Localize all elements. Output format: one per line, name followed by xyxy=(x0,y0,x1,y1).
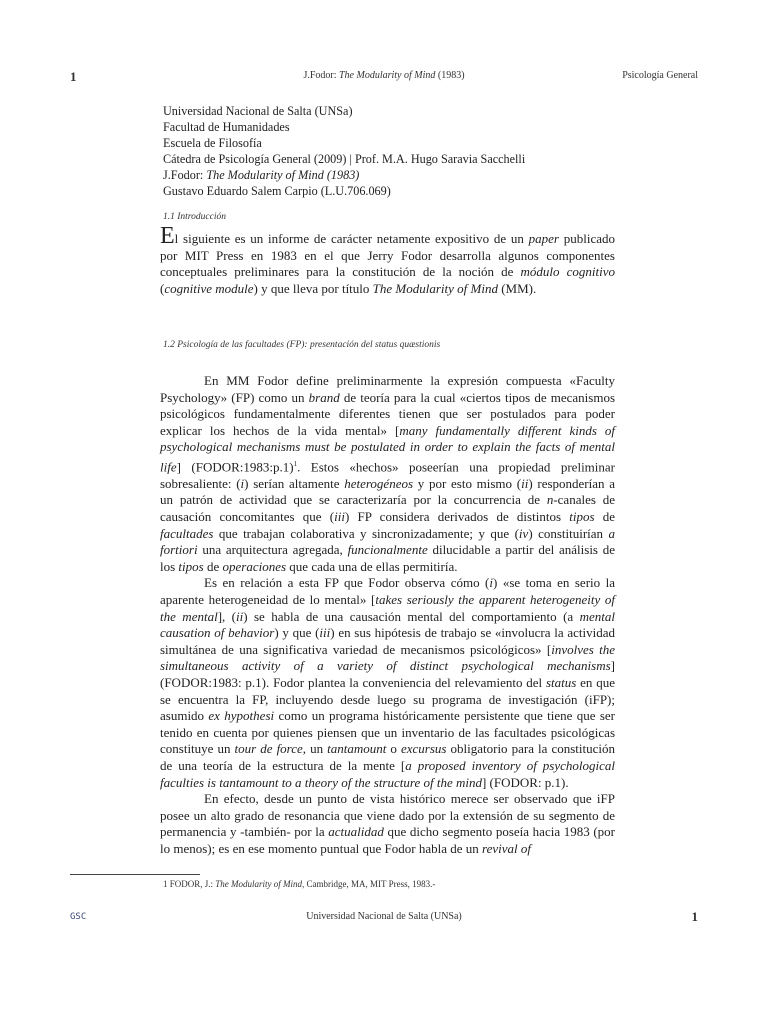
info-school: Escuela de Filosofía xyxy=(163,136,262,150)
section-heading-faculty-psychology: 1.2 Psicología de las facultades (FP): presentación del status quæstionis xyxy=(163,340,441,350)
footer-initials: GSC xyxy=(70,912,87,922)
section-heading-introduction: 1.1 Introducción xyxy=(163,212,226,222)
introduction-paragraph: El siguiente es un informe de carácter netamente expositivo de un paper publicado por MIT Press en 1983 en el que Jerry Fodor desarrolla algunos componentes conceptuales preliminares para la constitución de la noción de módulo cognitivo (cognitive module) y que lleva por título The Modularity of Mind (MM). xyxy=(160,223,615,296)
header-title: J.Fodor: The Modularity of Mind (1983) xyxy=(303,70,465,81)
footnote: 1 FODOR, J.: The Modularity of Mind, Cambridge, MA, MIT Press, 1983.- xyxy=(163,879,436,889)
info-work: J.Fodor: The Modularity of Mind (1983) xyxy=(163,168,360,182)
footer-institution: Universidad Nacional de Salta (UNSa) xyxy=(306,911,462,922)
paragraph-2: Es en relación a esta FP que Fodor observa cómo (i) «se toma en serio la aparente heterogeneidad de lo mental» [takes seriously the apparent heterogeneity of the mental], (ii) se habla de una causación mental del comportamiento (a mental causation of behavior) y que (iii) en sus hipótesis de trabajo se «involucra la actividad simultánea de una significativa variedad de mecanismos psicológicos» [involves the simultaneous activity of a variety of distinct psychological mechanisms] (FODOR:1983: p.1). Fodor plantea la conveniencia del relevamiento del status en que se encuentra la FP, incluyendo desde luego su programa de investigación (iFP); asumido ex hypothesi como un programa históricamente persistente que tiene que ser tenido en cuenta por quienes piensen que un inventario de las facultades psicológicas constituye un tour de force, un tantamount o excursus obligatorio para la constitución de una teoría de la estructura de la mente [a proposed inventory of psychological faculties is tantamount to a theory of the structure of the mind] (FODOR: p.1). xyxy=(160,575,616,790)
info-author: Gustavo Eduardo Salem Carpio (L.U.706.069) xyxy=(163,184,391,198)
page-footer xyxy=(70,910,698,926)
body-text xyxy=(160,373,615,858)
drop-cap: E xyxy=(160,223,175,249)
document-info-block xyxy=(163,103,703,199)
footnote-divider xyxy=(70,874,200,875)
footnote-ref[interactable]: 1 xyxy=(293,459,298,468)
info-chair: Cátedra de Psicología General (2009) | Prof. M.A. Hugo Saravia Sacchelli xyxy=(163,152,526,166)
footer-page-number: 1 xyxy=(691,909,698,924)
paragraph-3: En efecto, desde un punto de vista histórico merece ser observado que iFP posee un alto grado de resonancia que viene dado por la extensión de su segmento de permanencia y -también- por la actualidad que dicho segmento poseía hacia 1983 (por lo menos); es en ese momento puntual que Fodor habla de un revival of xyxy=(160,791,615,856)
info-university: Universidad Nacional de Salta (UNSa) xyxy=(163,104,353,118)
info-faculty: Facultad de Humanidades xyxy=(163,120,290,134)
header-course: Psicología General xyxy=(622,70,698,81)
paragraph-1: En MM Fodor define preliminarmente la expresión compuesta «Faculty Psychology» (FP) como un brand de teoría para la cual «ciertos tipos de mecanismos psicológicos fundamentalmente diferentes tienen que ser postulados para poder explicar los hechos de la vida mental» [many fundamentally different kinds of psychological mechanisms must be postulated in order to explain the facts of mental life] (FODOR:1983:p.1)$^1$. Estos «hechos» poseerían una propiedad preliminar sobresaliente: (i) serían altamente heterogéneos y por esto mismo (ii) responderían a un patrón de actividad que se caracterizaría por la concurrencia de n-canales de causación concomitantes que (iii) FP considera derivados de distintos tipos de facultades que trabajan colaborativa y sincronizadamente; y que (iv) constituirían a fortiori una arquitectura agregada, funcionalmente dilucidable a partir del análisis de los tipos de operaciones que cada una de ellas permitiría. xyxy=(160,373,616,574)
page-header xyxy=(70,70,698,86)
header-page-number: 1 xyxy=(70,69,77,84)
